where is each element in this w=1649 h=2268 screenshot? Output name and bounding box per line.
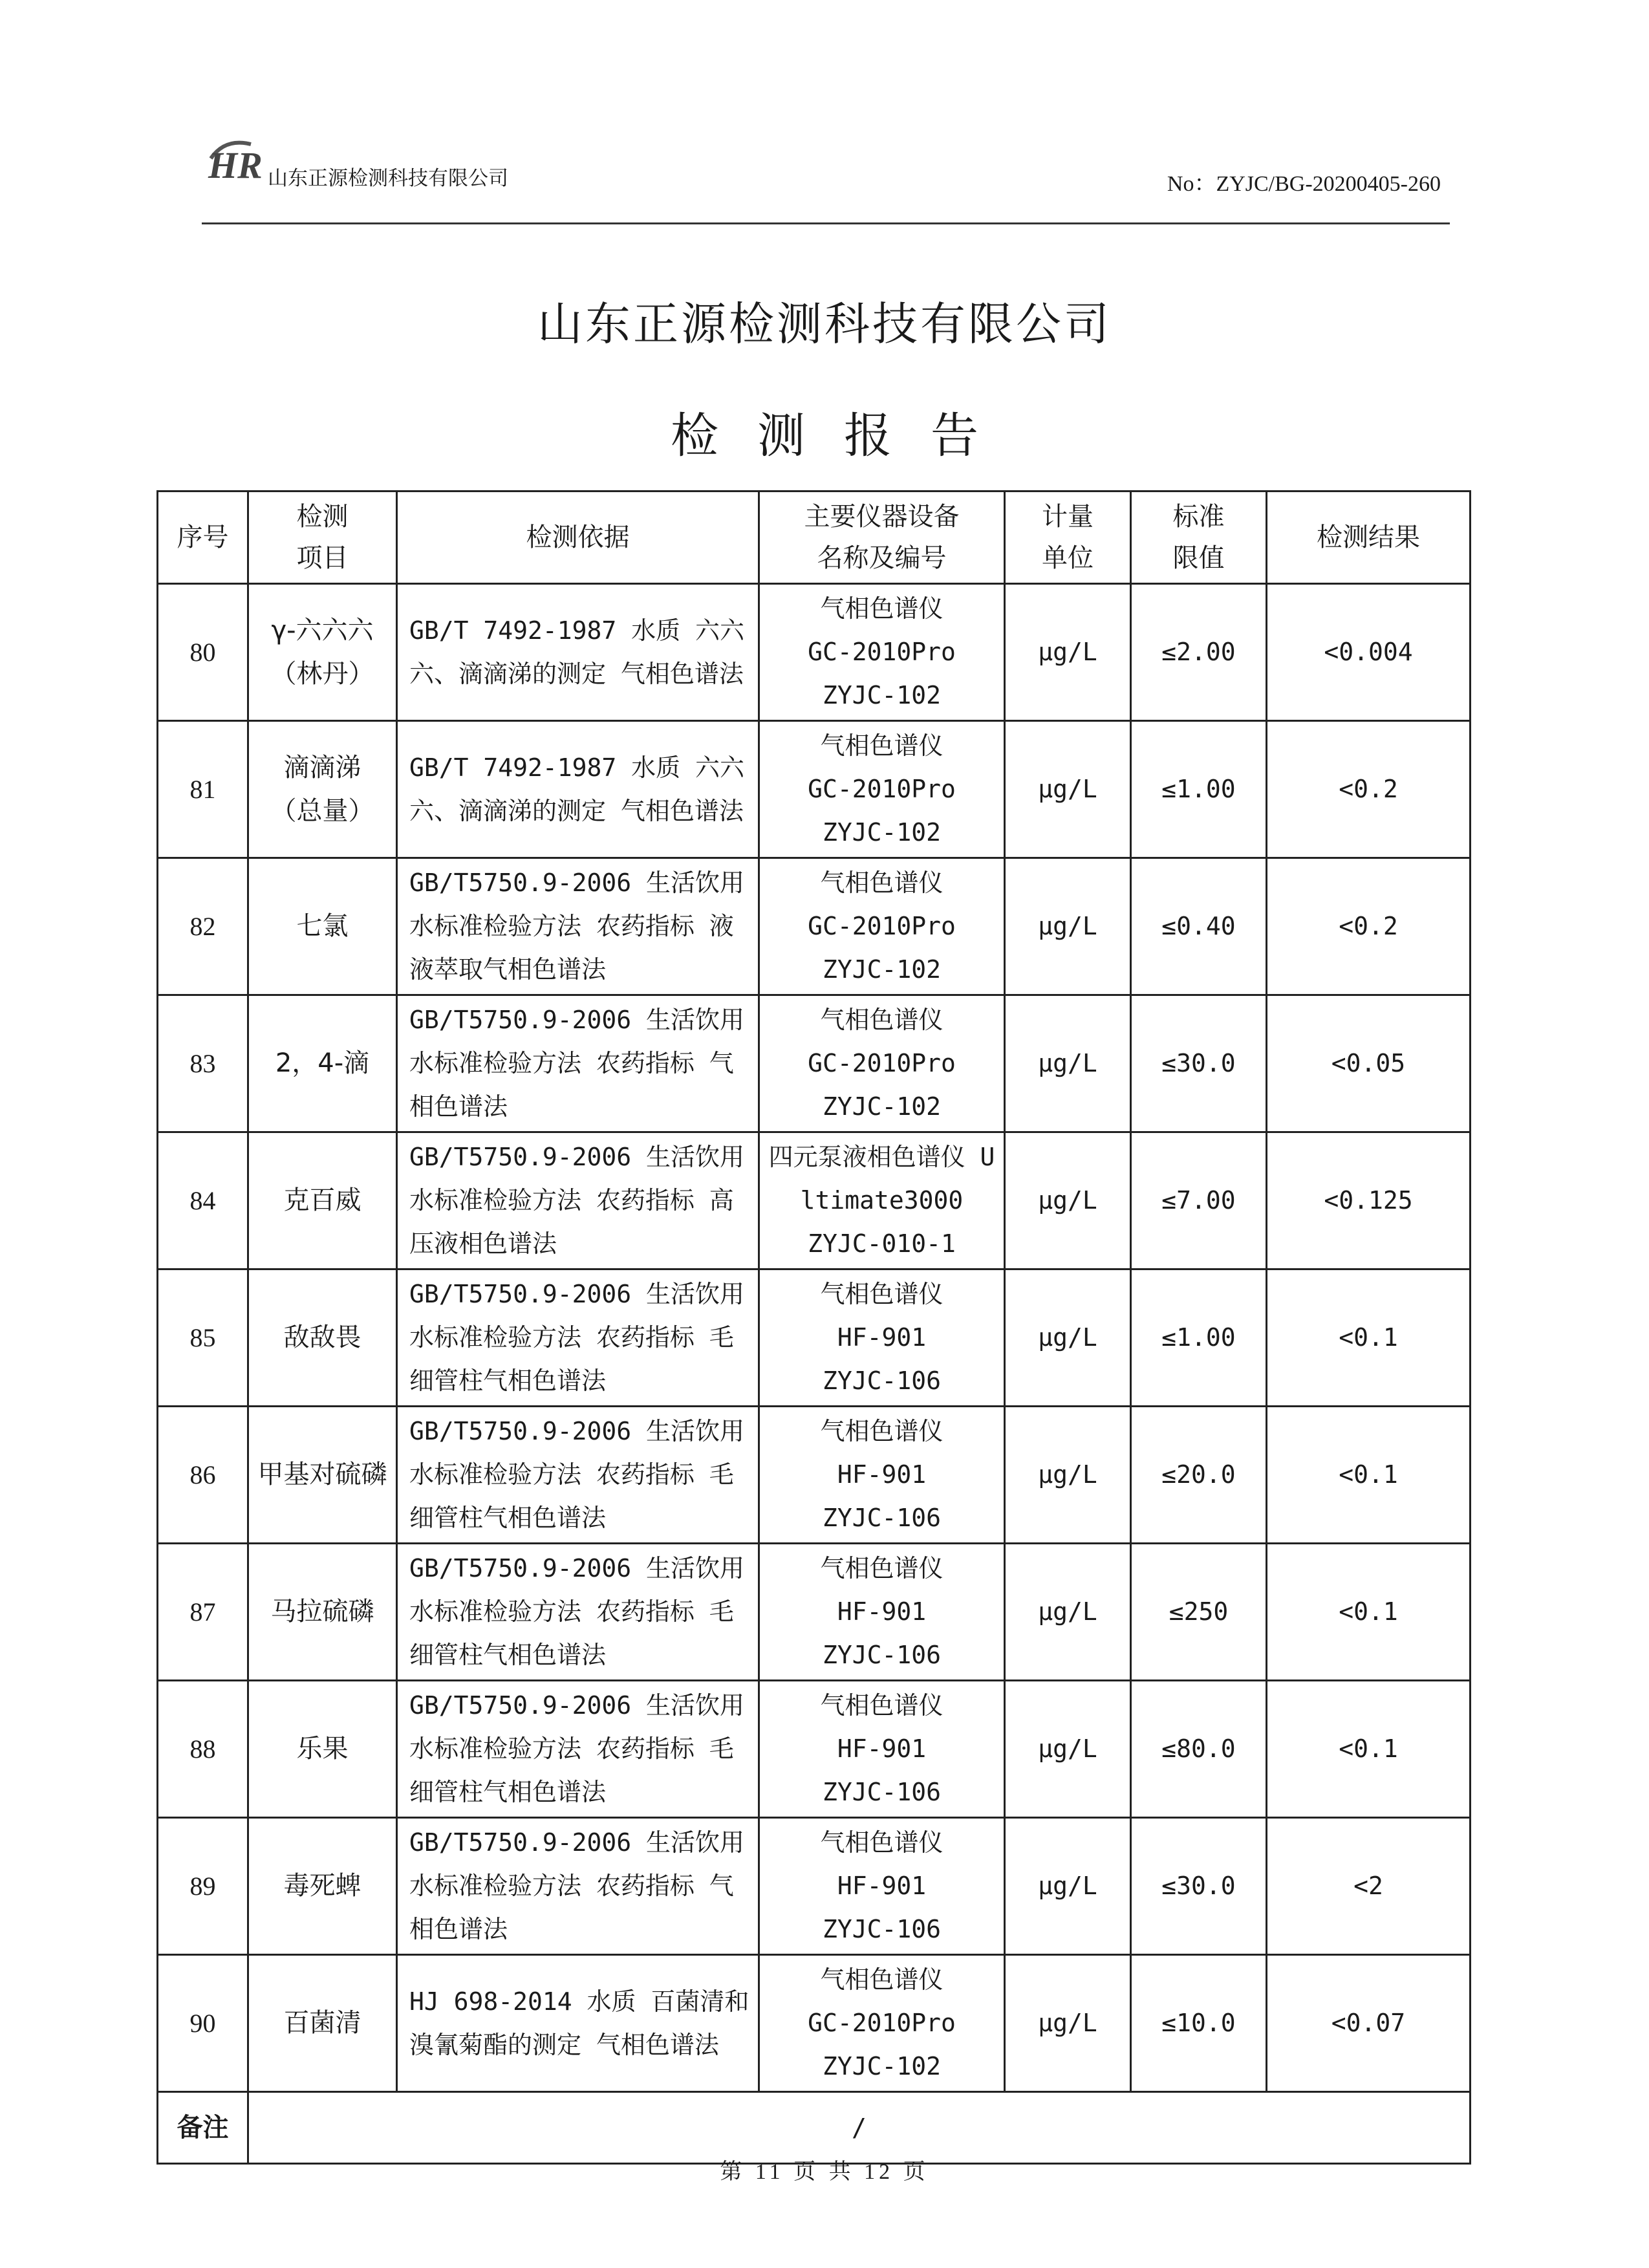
cell-item: 百菌清	[248, 1955, 397, 2092]
cell-basis: GB/T5750.9-2006 生活饮用水标准检验方法 农药指标 液液萃取气相色谱法	[397, 858, 759, 995]
cell-result: <2	[1267, 1818, 1471, 1955]
cell-item: γ-六六六（林丹）	[248, 584, 397, 721]
cell-seq: 84	[158, 1132, 248, 1269]
cell-basis: GB/T 7492-1987 水质 六六六、滴滴涕的测定 气相色谱法	[397, 721, 759, 858]
cell-limit: ≤1.00	[1131, 721, 1267, 858]
cell-result: <0.05	[1267, 995, 1471, 1132]
cell-basis: GB/T5750.9-2006 生活饮用水标准检验方法 农药指标 毛细管柱气相色谱法	[397, 1544, 759, 1681]
remarks-value: /	[248, 2092, 1471, 2164]
table-row	[158, 584, 1471, 721]
cell-result: <0.2	[1267, 721, 1471, 858]
cell-limit: ≤7.00	[1131, 1132, 1267, 1269]
cell-basis: GB/T5750.9-2006 生活饮用水标准检验方法 农药指标 气相色谱法	[397, 995, 759, 1132]
cell-unit: μg/L	[1005, 1132, 1131, 1269]
cell-unit: μg/L	[1005, 1818, 1131, 1955]
remarks-label: 备注	[158, 2092, 248, 2164]
cell-seq: 85	[158, 1269, 248, 1407]
cell-instrument: 气相色谱仪 HF-901 ZYJC-106	[759, 1681, 1005, 1818]
cell-result: <0.07	[1267, 1955, 1471, 2092]
table-row	[158, 1269, 1471, 1407]
cell-item: 七氯	[248, 858, 397, 995]
remarks-row	[158, 2092, 1471, 2164]
cell-unit: μg/L	[1005, 1269, 1131, 1407]
cell-result: <0.004	[1267, 584, 1471, 721]
table-row	[158, 1407, 1471, 1544]
cell-unit: μg/L	[1005, 584, 1131, 721]
cell-item: 马拉硫磷	[248, 1544, 397, 1681]
cell-limit: ≤2.00	[1131, 584, 1267, 721]
table-row	[158, 995, 1471, 1132]
cell-result: <0.1	[1267, 1407, 1471, 1544]
cell-seq: 90	[158, 1955, 248, 2092]
cell-unit: μg/L	[1005, 995, 1131, 1132]
cell-instrument: 气相色谱仪 HF-901 ZYJC-106	[759, 1818, 1005, 1955]
table-row	[158, 1681, 1471, 1818]
header-instrument: 主要仪器设备 名称及编号	[759, 491, 1005, 584]
cell-result: <0.1	[1267, 1681, 1471, 1818]
document-title: 山东正源检测科技有限公司	[537, 297, 1112, 351]
header-divider	[202, 222, 1450, 224]
cell-limit: ≤30.0	[1131, 995, 1267, 1132]
cell-limit: ≤30.0	[1131, 1818, 1267, 1955]
cell-result: <0.2	[1267, 858, 1471, 995]
table-row	[158, 858, 1471, 995]
cell-instrument: 气相色谱仪 HF-901 ZYJC-106	[759, 1407, 1005, 1544]
cell-seq: 87	[158, 1544, 248, 1681]
cell-unit: μg/L	[1005, 1955, 1131, 2092]
table-row	[158, 1132, 1471, 1269]
header-seq: 序号	[158, 491, 248, 584]
cell-item: 滴滴涕 （总量）	[248, 721, 397, 858]
cell-limit: ≤1.00	[1131, 1269, 1267, 1407]
cell-seq: 82	[158, 858, 248, 995]
table-row	[158, 1955, 1471, 2092]
cell-limit: ≤250	[1131, 1544, 1267, 1681]
header-basis: 检测依据	[397, 491, 759, 584]
cell-seq: 83	[158, 995, 248, 1132]
cell-seq: 89	[158, 1818, 248, 1955]
document-subtitle: 检测报告	[671, 408, 1017, 464]
cell-item: 克百威	[248, 1132, 397, 1269]
header-item: 检测 项目	[248, 491, 397, 584]
table-row	[158, 1818, 1471, 1955]
cell-instrument: 四元泵液相色谱仪 Ultimate3000 ZYJC-010-1	[759, 1132, 1005, 1269]
cell-limit: ≤0.40	[1131, 858, 1267, 995]
cell-seq: 81	[158, 721, 248, 858]
header-company-name: 山东正源检测科技有限公司	[268, 167, 508, 190]
report-number: No：ZYJC/BG-20200405-260	[1167, 172, 1441, 196]
cell-instrument: 气相色谱仪 GC-2010Pro ZYJC-102	[759, 1955, 1005, 2092]
table-header-row	[158, 491, 1471, 584]
cell-instrument: 气相色谱仪 HF-901 ZYJC-106	[759, 1544, 1005, 1681]
header-unit: 计量 单位	[1005, 491, 1131, 584]
cell-basis: GB/T5750.9-2006 生活饮用水标准检验方法 农药指标 气相色谱法	[397, 1818, 759, 1955]
cell-seq: 88	[158, 1681, 248, 1818]
cell-unit: μg/L	[1005, 1681, 1131, 1818]
cell-seq: 86	[158, 1407, 248, 1544]
cell-unit: μg/L	[1005, 1407, 1131, 1544]
cell-basis: GB/T5750.9-2006 生活饮用水标准检验方法 农药指标 毛细管柱气相色谱法	[397, 1681, 759, 1818]
cell-instrument: 气相色谱仪 GC-2010Pro ZYJC-102	[759, 858, 1005, 995]
header-result: 检测结果	[1267, 491, 1471, 584]
cell-basis: GB/T5750.9-2006 生活饮用水标准检验方法 农药指标 毛细管柱气相色谱法	[397, 1269, 759, 1407]
cell-result: <0.1	[1267, 1269, 1471, 1407]
cell-instrument: 气相色谱仪 GC-2010Pro ZYJC-102	[759, 995, 1005, 1132]
company-logo	[206, 133, 268, 182]
cell-item: 毒死蜱	[248, 1818, 397, 1955]
cell-item: 敌敌畏	[248, 1269, 397, 1407]
cell-unit: μg/L	[1005, 721, 1131, 858]
header-limit: 标准 限值	[1131, 491, 1267, 584]
cell-result: <0.125	[1267, 1132, 1471, 1269]
cell-result: <0.1	[1267, 1544, 1471, 1681]
svg-text:HR: HR	[208, 144, 263, 182]
cell-instrument: 气相色谱仪 HF-901 ZYJC-106	[759, 1269, 1005, 1407]
cell-limit: ≤20.0	[1131, 1407, 1267, 1544]
cell-basis: HJ 698-2014 水质 百菌清和溴氰菊酯的测定 气相色谱法	[397, 1955, 759, 2092]
table-row	[158, 1544, 1471, 1681]
cell-limit: ≤80.0	[1131, 1681, 1267, 1818]
cell-unit: μg/L	[1005, 858, 1131, 995]
cell-basis: GB/T5750.9-2006 生活饮用水标准检验方法 农药指标 毛细管柱气相色谱法	[397, 1407, 759, 1544]
results-table	[156, 490, 1471, 2165]
cell-seq: 80	[158, 584, 248, 721]
cell-item: 甲基对硫磷	[248, 1407, 397, 1544]
cell-instrument: 气相色谱仪 GC-2010Pro ZYJC-102	[759, 584, 1005, 721]
cell-basis: GB/T5750.9-2006 生活饮用水标准检验方法 农药指标 高压液相色谱法	[397, 1132, 759, 1269]
page-number: 第 11 页 共 12 页	[720, 2160, 929, 2184]
cell-instrument: 气相色谱仪 GC-2010Pro ZYJC-102	[759, 721, 1005, 858]
table-row	[158, 721, 1471, 858]
cell-item: 乐果	[248, 1681, 397, 1818]
cell-item: 2，4-滴	[248, 995, 397, 1132]
cell-unit: μg/L	[1005, 1544, 1131, 1681]
cell-basis: GB/T 7492-1987 水质 六六六、滴滴涕的测定 气相色谱法	[397, 584, 759, 721]
cell-limit: ≤10.0	[1131, 1955, 1267, 2092]
